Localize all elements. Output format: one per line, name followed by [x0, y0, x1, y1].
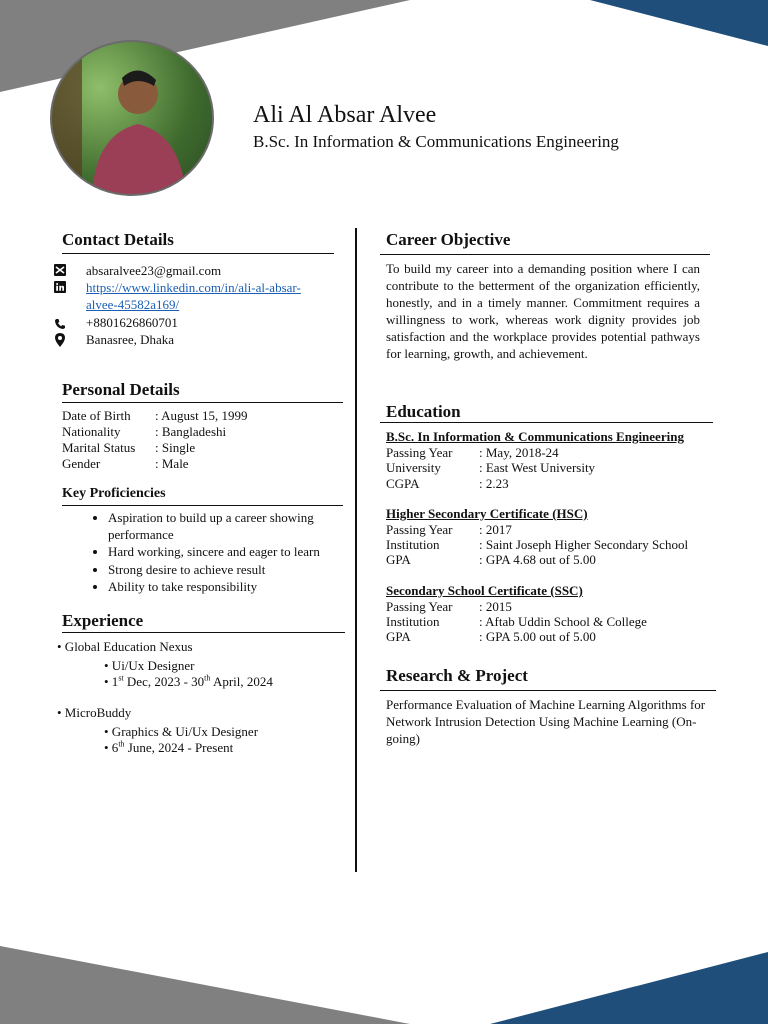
education-row — [386, 629, 706, 645]
education-key: CGPA — [386, 476, 420, 491]
personal-row — [62, 408, 342, 424]
research-project-rule — [380, 690, 716, 691]
experience-dates — [104, 674, 273, 690]
education-key: Passing Year — [386, 522, 453, 537]
experience-dates — [104, 740, 233, 756]
education-title: Education — [386, 402, 461, 421]
contact-linkedin-link-line2[interactable]: alvee-45582a169/ — [86, 297, 180, 312]
key-proficiencies-title: Key Proficiencies — [62, 486, 166, 501]
contact-phone-row — [54, 314, 334, 331]
date-part: April, 2024 — [210, 674, 273, 689]
career-objective-rule — [380, 254, 710, 255]
education-value: : 2015 — [479, 599, 512, 614]
personal-key: Gender — [62, 456, 101, 471]
experience-role: • Graphics & Ui/Ux Designer — [104, 724, 259, 739]
date-part: Dec, 2023 - 30 — [123, 674, 205, 689]
education-degree: B.Sc. In Information & Communications Engineering — [386, 429, 684, 444]
personal-row — [62, 424, 342, 440]
proficiencies-list — [62, 510, 344, 597]
contact-address-row — [54, 331, 334, 348]
education-value: : Saint Joseph Higher Secondary School — [479, 537, 689, 552]
personal-value: : August 15, 1999 — [155, 408, 248, 423]
education-row — [386, 614, 706, 630]
linkedin-icon — [54, 281, 66, 293]
education-row — [386, 599, 706, 615]
personal-key: Marital Status — [62, 440, 136, 455]
personal-details-title: Personal Details — [62, 380, 180, 399]
education-row — [386, 460, 706, 476]
experience-company: • MicroBuddy — [57, 705, 132, 720]
education-key: Passing Year — [386, 599, 453, 614]
profile-photo — [50, 40, 214, 196]
education-value: : GPA 5.00 out of 5.00 — [479, 629, 596, 644]
personal-key: Nationality — [62, 424, 121, 439]
personal-details-rule — [62, 402, 343, 403]
experience-rule — [62, 632, 345, 633]
contact-details-title: Contact Details — [62, 230, 174, 249]
contact-linkedin-link-line1[interactable]: https://www.linkedin.com/in/ali-al-absar- — [86, 280, 301, 295]
personal-value: : Bangladeshi — [155, 424, 227, 439]
date-part: • 1 — [104, 674, 119, 689]
personal-key: Date of Birth — [62, 408, 131, 423]
career-objective-title: Career Objective — [386, 230, 511, 249]
education-row — [386, 445, 706, 461]
date-part: • 6 — [104, 740, 119, 755]
contact-email[interactable]: absaralvee23@gmail.com — [86, 263, 222, 278]
location-icon — [54, 333, 66, 347]
experience-company: • Global Education Nexus — [57, 639, 193, 654]
education-value: : 2.23 — [479, 476, 509, 491]
person-silhouette-icon — [52, 42, 212, 194]
contact-phone: +8801626860701 — [86, 315, 178, 330]
key-proficiencies-rule — [62, 505, 343, 506]
date-superscript: th — [204, 673, 211, 683]
education-value: : May, 2018-24 — [479, 445, 559, 460]
education-key: Institution — [386, 614, 440, 629]
personal-row — [62, 440, 342, 456]
education-row — [386, 537, 716, 553]
candidate-name: Ali Al Absar Alvee — [253, 102, 437, 128]
education-value: : Aftab Uddin School & College — [479, 614, 647, 629]
contact-linkedin-row — [54, 279, 334, 313]
research-project-text: Performance Evaluation of Machine Learning Algorithms for Network Intrusion Detection Using Machine Learning (On-going) — [386, 697, 706, 746]
education-key: Passing Year — [386, 445, 453, 460]
top-right-navy-shape — [590, 0, 768, 46]
education-row — [386, 552, 716, 568]
education-key: GPA — [386, 629, 411, 644]
education-row — [386, 522, 716, 538]
bottom-left-gray-shape — [0, 946, 410, 1024]
personal-row — [62, 456, 342, 472]
list-item: • Strong desire to achieve result — [108, 562, 344, 579]
education-value: : GPA 4.68 out of 5.00 — [479, 552, 596, 567]
date-superscript: st — [118, 673, 124, 683]
research-project-title: Research & Project — [386, 666, 528, 685]
experience-title: Experience — [62, 611, 144, 630]
education-degree: Higher Secondary Certificate (HSC) — [386, 506, 588, 521]
email-icon — [54, 264, 66, 276]
list-item: • Hard working, sincere and eager to learn — [108, 544, 344, 561]
education-rule — [380, 422, 713, 423]
date-part: June, 2024 - Present — [124, 740, 234, 755]
education-key: GPA — [386, 552, 411, 567]
education-value: : 2017 — [479, 522, 512, 537]
date-superscript: th — [118, 739, 125, 749]
education-key: University — [386, 460, 441, 475]
education-row — [386, 476, 706, 492]
education-degree: Secondary School Certificate (SSC) — [386, 583, 583, 598]
career-objective-text: To build my career into a demanding position where I can contribute to the betterment of the organization efficiently, honestly, and in a timely manner. Commitment requires a willingness to work, whereas work dignity provides job satisfaction and the workplace provides potential pathways for learning, growth, and achievement. — [386, 261, 700, 361]
list-item: • Aspiration to build up a career showing performance — [108, 510, 344, 543]
contact-address: Banasree, Dhaka — [86, 332, 175, 347]
column-divider — [355, 228, 357, 872]
education-value: : East West University — [479, 460, 596, 475]
bottom-right-navy-shape — [490, 952, 768, 1024]
candidate-degree: B.Sc. In Information & Communications Engineering — [253, 132, 619, 151]
list-item: • Ability to take responsibility — [108, 579, 344, 596]
contact-details-rule — [62, 253, 334, 254]
education-key: Institution — [386, 537, 440, 552]
contact-email-row — [54, 262, 334, 279]
experience-role: • Ui/Ux Designer — [104, 658, 195, 673]
personal-value: : Male — [155, 456, 189, 471]
personal-value: : Single — [155, 440, 196, 455]
phone-icon — [54, 318, 66, 330]
